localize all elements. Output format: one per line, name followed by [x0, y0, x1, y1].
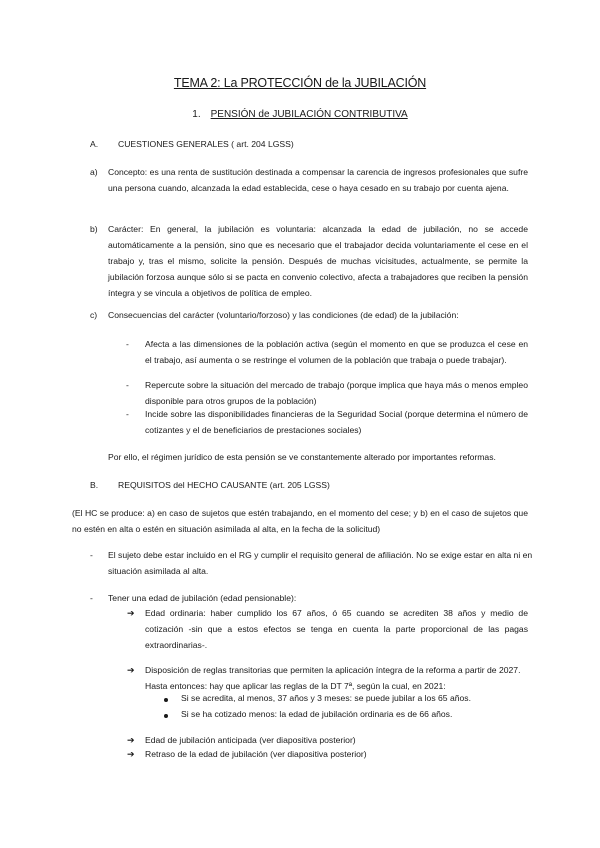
- consequence-3: Incide sobre las disponibilidades financieras de la Seguridad Social (porque determina el número de cotizantes y el de beneficiarios de prestaciones sociales): [145, 409, 528, 435]
- subtitle-number: 1.: [192, 109, 201, 120]
- arrow-icon: ➔: [127, 749, 135, 759]
- arrow-icon: ➔: [127, 608, 135, 618]
- bullet-item-1: Si se acredita, al menos, 37 años y 3 meses: se puede jubilar a los 65 años.: [181, 693, 471, 703]
- item-a-marker: a): [90, 167, 98, 177]
- section-a-heading: CUESTIONES GENERALES ( art. 204 LGSS): [118, 139, 294, 149]
- bullet-icon: [164, 698, 168, 702]
- consequence-2: Repercute sobre la situación del mercado de trabajo (porque implica que haya más o menos empleo disponible para otros grupos de la población): [145, 380, 528, 406]
- bullet-item-2: Si se ha cotizado menos: la edad de jubilación ordinaria es de 66 años.: [181, 709, 453, 719]
- section-b-marker: B.: [90, 480, 99, 490]
- arrow-icon: ➔: [127, 665, 135, 675]
- item-b-marker: b): [90, 224, 98, 234]
- requirement-1: El sujeto debe estar incluido en el RG y cumplir el requisito general de afiliación. No se exige estar en alta ni en situación asimilada al alta.: [108, 550, 533, 576]
- consequence-dash: -: [126, 380, 129, 390]
- arrow-icon: ➔: [127, 735, 135, 745]
- page-title: TEMA 2: La PROTECCIÓN de la JUBILACIÓN: [173, 76, 427, 90]
- consequence-dash: -: [126, 409, 129, 419]
- consequence-dash: -: [126, 339, 129, 349]
- bullet-icon: [164, 714, 168, 718]
- item-a-text: Concepto: es una renta de sustitución destinada a compensar la carencia de ingresos profesionales que sufre una persona cuando, alcanzada la edad establecida, cese o haya cesado en su trabajo por cuenta ajena.: [108, 167, 528, 193]
- section-b-heading: REQUISITOS del HECHO CAUSANTE (art. 205 LGSS): [118, 480, 330, 490]
- section-subtitle: [0, 109, 600, 120]
- section-a-marker: A.: [90, 139, 99, 149]
- item-c-marker: c): [90, 310, 98, 320]
- section-a-closing: Por ello, el régimen jurídico de esta pensión se ve constantemente alterado por importantes reformas.: [108, 452, 496, 462]
- arrow-item-4: Retraso de la edad de jubilación (ver diapositiva posterior): [145, 749, 367, 759]
- arrow-item-2: Disposición de reglas transitorias que permiten la aplicación íntegra de la reforma a partir de 2027. Hasta entonces: hay que aplicar las reglas de la DT 7ª, según la cual, en 2021:: [145, 665, 521, 691]
- subtitle-text: PENSIÓN de JUBILACIÓN CONTRIBUTIVA: [210, 109, 408, 120]
- requirement-dash: -: [90, 593, 93, 603]
- arrow-item-3: Edad de jubilación anticipada (ver diapositiva posterior): [145, 735, 356, 745]
- requirement-2: Tener una edad de jubilación (edad pensionable):: [108, 593, 297, 603]
- consequence-1: Afecta a las dimensiones de la población activa (según el momento en que se produzca el cese en el trabajo, así aumenta o se restringe el volumen de la población que trabaja o puede trabajar).: [145, 339, 528, 365]
- requirement-dash: -: [90, 550, 93, 560]
- arrow-item-1: Edad ordinaria: haber cumplido los 67 años, ó 65 cuando se acrediten 38 años y medio de cotización -sin que a estos efectos se tenga en cuenta la parte proporcional de las pagas extraordinarias-.: [145, 608, 528, 650]
- section-b-intro: (El HC se produce: a) en caso de sujetos que estén trabajando, en el momento del cese; y b) en el caso de sujetos que no estén en alta o estén en situación asimilada al alta, en la fecha de la solicitud): [72, 508, 528, 534]
- item-b-text: Carácter: En general, la jubilación es voluntaria: alcanzada la edad de jubilación, no se accede automáticamente a la pensión, sino que es necesario que el trabajador decida voluntariamente el cese en el trabajo y, tras el mismo, solicite la pensión. Después de muchas vicisitudes, actualmente, se permite la jubilación forzosa aunque sólo si se pacta en convenio colectivo, afecta a trabajadores que reciben la pensión íntegra y se vincula a objetivos de política de empleo.: [108, 224, 528, 298]
- item-c-text: Consecuencias del carácter (voluntario/forzoso) y las condiciones (de edad) de la jubilación:: [108, 310, 459, 320]
